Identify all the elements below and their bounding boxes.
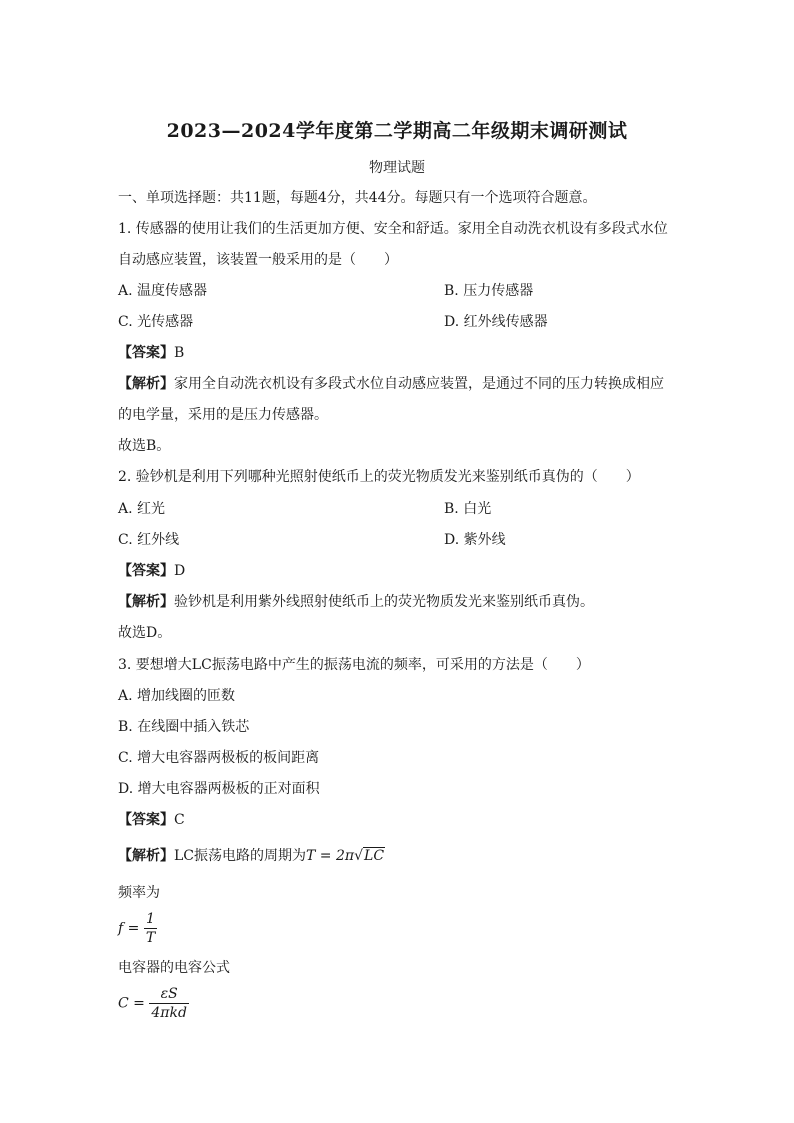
q2-analysis (118, 592, 594, 612)
answer-value: B (174, 345, 185, 361)
q1-option-b: B. 压力传感器 (444, 283, 534, 299)
fraction-numerator: εS (160, 986, 178, 1002)
analysis-tag: 【解析】 (118, 848, 174, 864)
frequency-fraction (144, 910, 157, 947)
analysis-text: 验钞机是利用紫外线照射使纸币上的荧光物质发光来鉴别纸币真伪。 (174, 594, 594, 610)
q3-option-d: D. 增大电容器两极板的正对面积 (118, 781, 320, 797)
q1-stem-line1: 1. 传感器的使用让我们的生活更加方便、安全和舒适。家用全自动洗衣机设有多段式水位 (118, 221, 668, 237)
q1-choose: 故选B。 (118, 438, 171, 454)
q3-option-c: C. 增大电容器两极板的板间距离 (118, 750, 320, 766)
analysis-tag: 【解析】 (118, 594, 174, 610)
capacitance-fraction (149, 985, 189, 1022)
analysis-text: 家用全自动洗衣机设有多段式水位自动感应装置，是通过不同的压力转换成相应 (174, 376, 664, 392)
answer-tag: 【答案】 (118, 812, 174, 828)
answer-tag: 【答案】 (118, 345, 174, 361)
q3-option-a: A. 增加线圈的匝数 (118, 688, 236, 704)
q2-option-b: B. 白光 (444, 501, 492, 517)
q1-answer (118, 343, 184, 363)
q3-option-b: B. 在线圈中插入铁芯 (118, 719, 250, 735)
answer-value: D (174, 563, 186, 579)
q2-stem: 2. 验钞机是利用下列哪种光照射使纸币上的荧光物质发光来鉴别纸币真伪的（ ） (118, 469, 640, 485)
q1-analysis-line1 (118, 374, 664, 394)
q3-analysis (118, 846, 385, 866)
capacitance-formula (118, 985, 189, 1022)
analysis-text: LC振荡电路的周期为 (174, 848, 307, 864)
page-subtitle: 物理试题 (369, 160, 425, 176)
capacitance-formula-lhs: C = (118, 995, 145, 1012)
q2-choose: 故选D。 (118, 625, 172, 641)
q1-analysis-line2: 的电学量，采用的是压力传感器。 (118, 407, 328, 423)
q2-answer (118, 561, 185, 581)
answer-value: C (174, 812, 185, 828)
fraction-denominator: T (145, 930, 156, 946)
q3-stem: 3. 要想增大LC振荡电路中产生的振荡电流的频率，可采用的方法是（ ） (118, 657, 590, 673)
frequency-formula-lhs: f = (118, 920, 140, 937)
q1-option-a: A. 温度传感器 (118, 283, 208, 299)
period-formula-lhs: T = 2π (306, 848, 355, 864)
q2-option-c: C. 红外线 (118, 532, 180, 548)
sqrt-body: LC (364, 848, 385, 864)
frequency-formula (118, 910, 157, 947)
q1-stem-line2: 自动感应装置，该装置一般采用的是（ ） (118, 252, 398, 268)
page-title: 2023—2024学年度第二学期高二年级期末调研测试 (166, 120, 628, 142)
section-heading: 一、单项选择题：共11题，每题4分，共44分。每题只有一个选项符合题意。 (118, 190, 597, 206)
q2-option-a: A. 红光 (118, 501, 166, 517)
period-formula (306, 848, 385, 864)
fraction-numerator: 1 (146, 911, 155, 927)
q3-freq-label: 频率为 (118, 885, 160, 901)
q1-option-c: C. 光传感器 (118, 314, 194, 330)
q2-option-d: D. 紫外线 (444, 532, 506, 548)
fraction-denominator: 4πkd (151, 1005, 187, 1021)
sqrt-symbol: √LC (354, 848, 385, 864)
q3-answer (118, 810, 185, 830)
q3-capacitance-label: 电容器的电容公式 (118, 960, 230, 976)
answer-tag: 【答案】 (118, 563, 174, 579)
q1-option-d: D. 红外线传感器 (444, 314, 548, 330)
analysis-tag: 【解析】 (118, 376, 174, 392)
